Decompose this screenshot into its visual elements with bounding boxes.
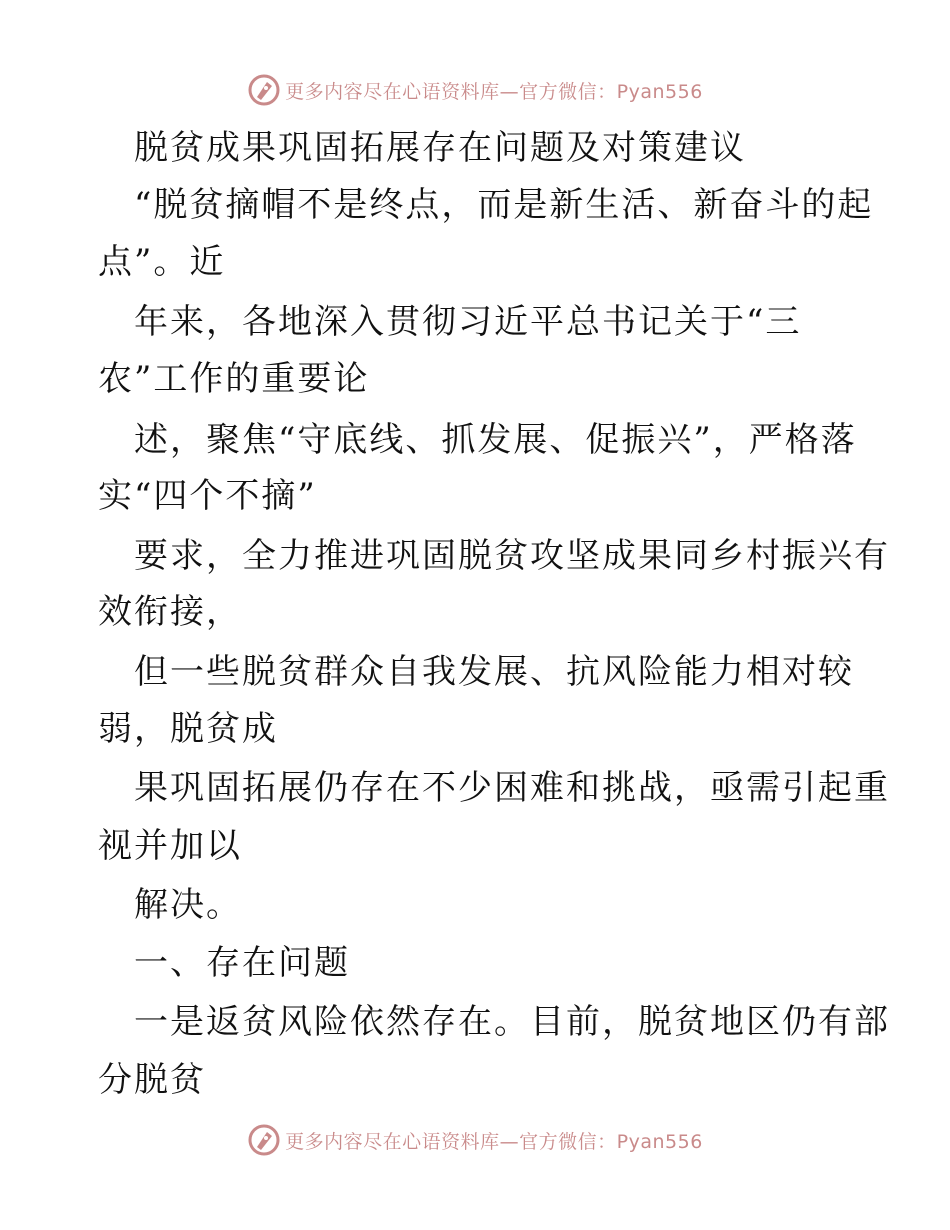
text-line: 述，聚焦“守底线、抓发展、促振兴”，严格落	[134, 420, 857, 460]
pen-nib-circle-icon	[247, 1123, 281, 1157]
watermark-text: 更多内容尽在心语资料库—官方微信：Pyan556	[285, 1130, 703, 1153]
text-line: 解决。	[134, 885, 242, 925]
text-line: 分脱贫	[98, 1060, 206, 1100]
text-line: 点”。近	[98, 242, 226, 282]
text-line: 一是返贫风险依然存在。目前，脱贫地区仍有部	[134, 1002, 890, 1042]
text-line: 果巩固拓展仍存在不少困难和挑战，亟需引起重	[134, 768, 890, 808]
text-line: “脱贫摘帽不是终点，而是新生活、新奋斗的起	[134, 185, 874, 225]
watermark-footer	[0, 1120, 950, 1160]
document-title: 脱贫成果巩固拓展存在问题及对策建议	[134, 128, 746, 168]
text-line: 弱，脱贫成	[98, 709, 278, 749]
text-line: 年来，各地深入贯彻习近平总书记关于“三	[134, 302, 802, 342]
text-line: 农”工作的重要论	[98, 359, 370, 399]
text-line: 要求，全力推进巩固脱贫攻坚成果同乡村振兴有	[134, 536, 890, 576]
text-line: 效衔接，	[98, 592, 242, 632]
watermark-text: 更多内容尽在心语资料库—官方微信：Pyan556	[285, 80, 703, 103]
text-line: 但一些脱贫群众自我发展、抗风险能力相对较	[134, 652, 854, 692]
text-line: 实“四个不摘”	[98, 476, 317, 516]
section-heading: 一、存在问题	[134, 943, 350, 983]
text-line: 视并加以	[98, 826, 242, 866]
